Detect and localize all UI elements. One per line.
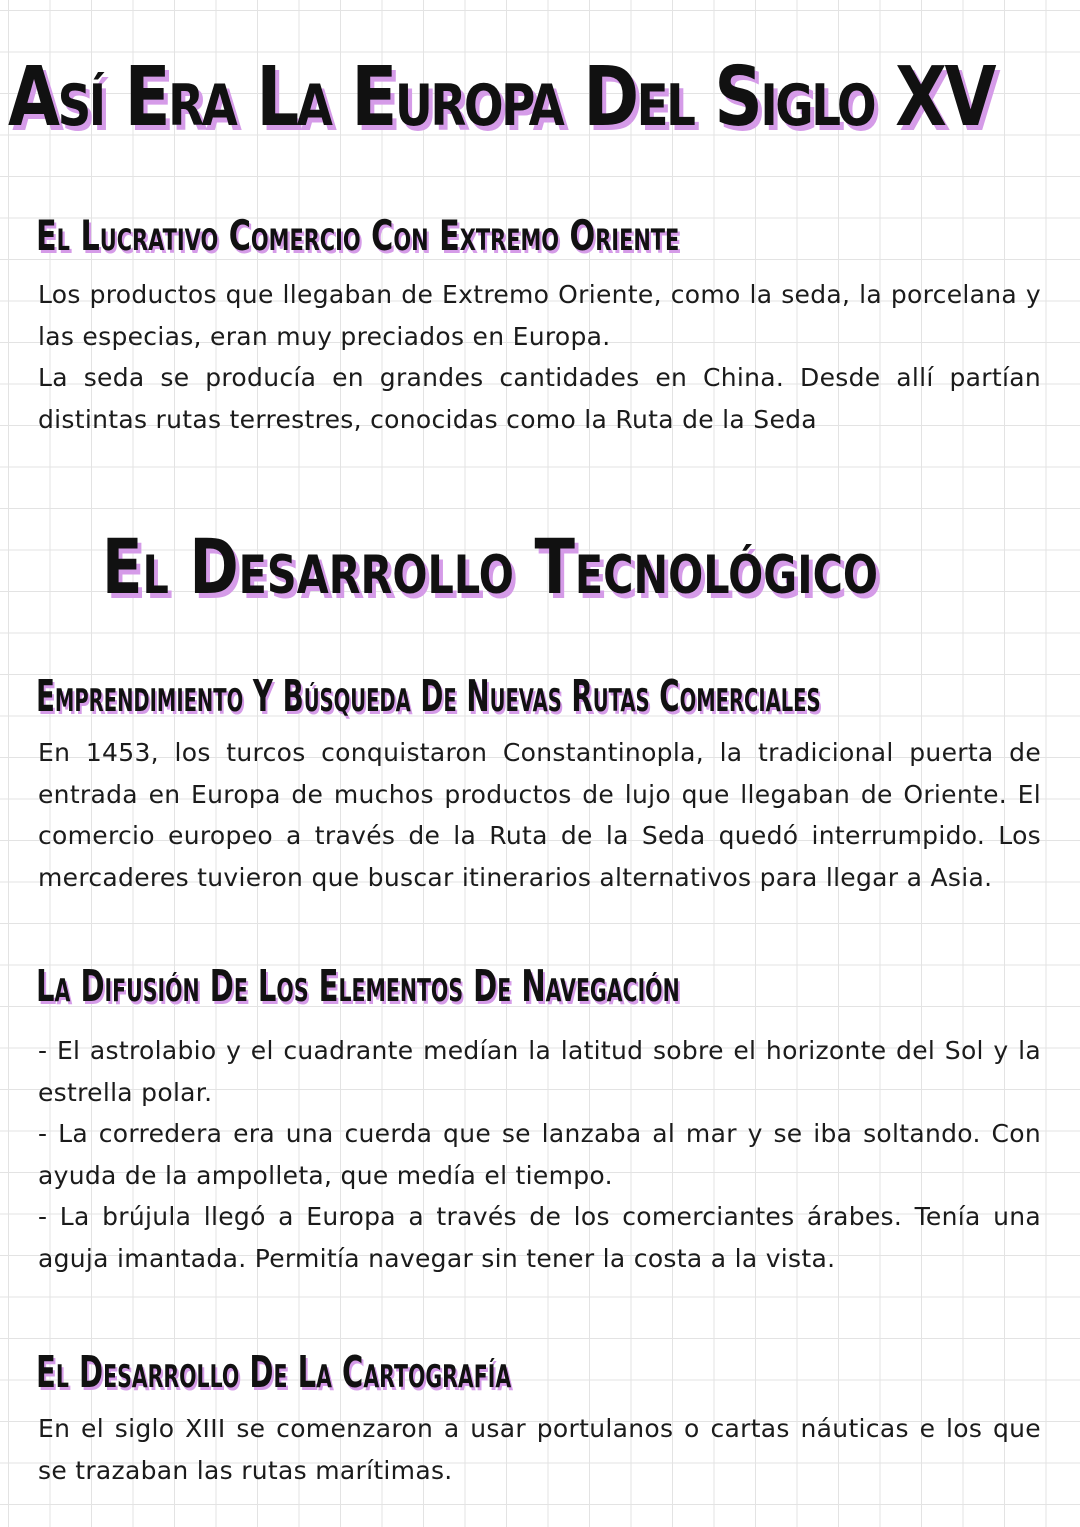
paragraph-comercio-2: La seda se producía en grandes cantidades en China. Desde allí partían distintas rutas terrestres, conocidas como la Ruta de la Seda: [38, 363, 1041, 434]
heading-comercio: El Lucrativo Comercio Con Extremo Oriente: [36, 211, 680, 260]
list-item-brujula: - La brújula llegó a Europa a través de los comerciantes árabes. Tenía una aguja imantada. Permitía navegar sin tener la costa a la vista.: [38, 1202, 1041, 1273]
navegacion-list: [38, 1030, 1041, 1279]
heading-cartografia: El Desarrollo De La Cartografía: [36, 1347, 512, 1398]
paragraph-comercio-1: Los productos que llegaban de Extremo Oriente, como la seda, la porcelana y las especias, eran muy preciados en Europa.: [38, 280, 1041, 351]
heading-emprendimiento: Emprendimiento Y Búsqueda De Nuevas Rutas Comerciales: [36, 671, 821, 722]
list-item-astrolabio: - El astrolabio y el cuadrante medían la latitud sobre el horizonte del Sol y la estrella polar.: [38, 1036, 1041, 1107]
list-item-corredera: - La corredera era una cuerda que se lanzaba al mar y se iba soltando. Con ayuda de la ampolleta, que medía el tiempo.: [38, 1119, 1041, 1190]
heading-navegacion: La Difusión De Los Elementos De Navegación: [36, 961, 680, 1012]
paragraph-emprendimiento: En 1453, los turcos conquistaron Constantinopla, la tradicional puerta de entrada en Europa de muchos productos de lujo que llegaban de Oriente. El comercio europeo a través de la Ruta de la Seda quedó interrumpido. Los mercaderes tuvieron que buscar itinerarios alternativos para llegar a Asia.: [38, 738, 1041, 892]
paragraph-cartografia: En el siglo XIII se comenzaron a usar portulanos o cartas náuticas e los que se trazaban las rutas marítimas.: [38, 1414, 1041, 1485]
page-title: Así Era La Europa Del Siglo XV: [8, 50, 995, 145]
heading-desarrollo-tecnologico: El Desarrollo Tecnológico: [102, 522, 879, 611]
